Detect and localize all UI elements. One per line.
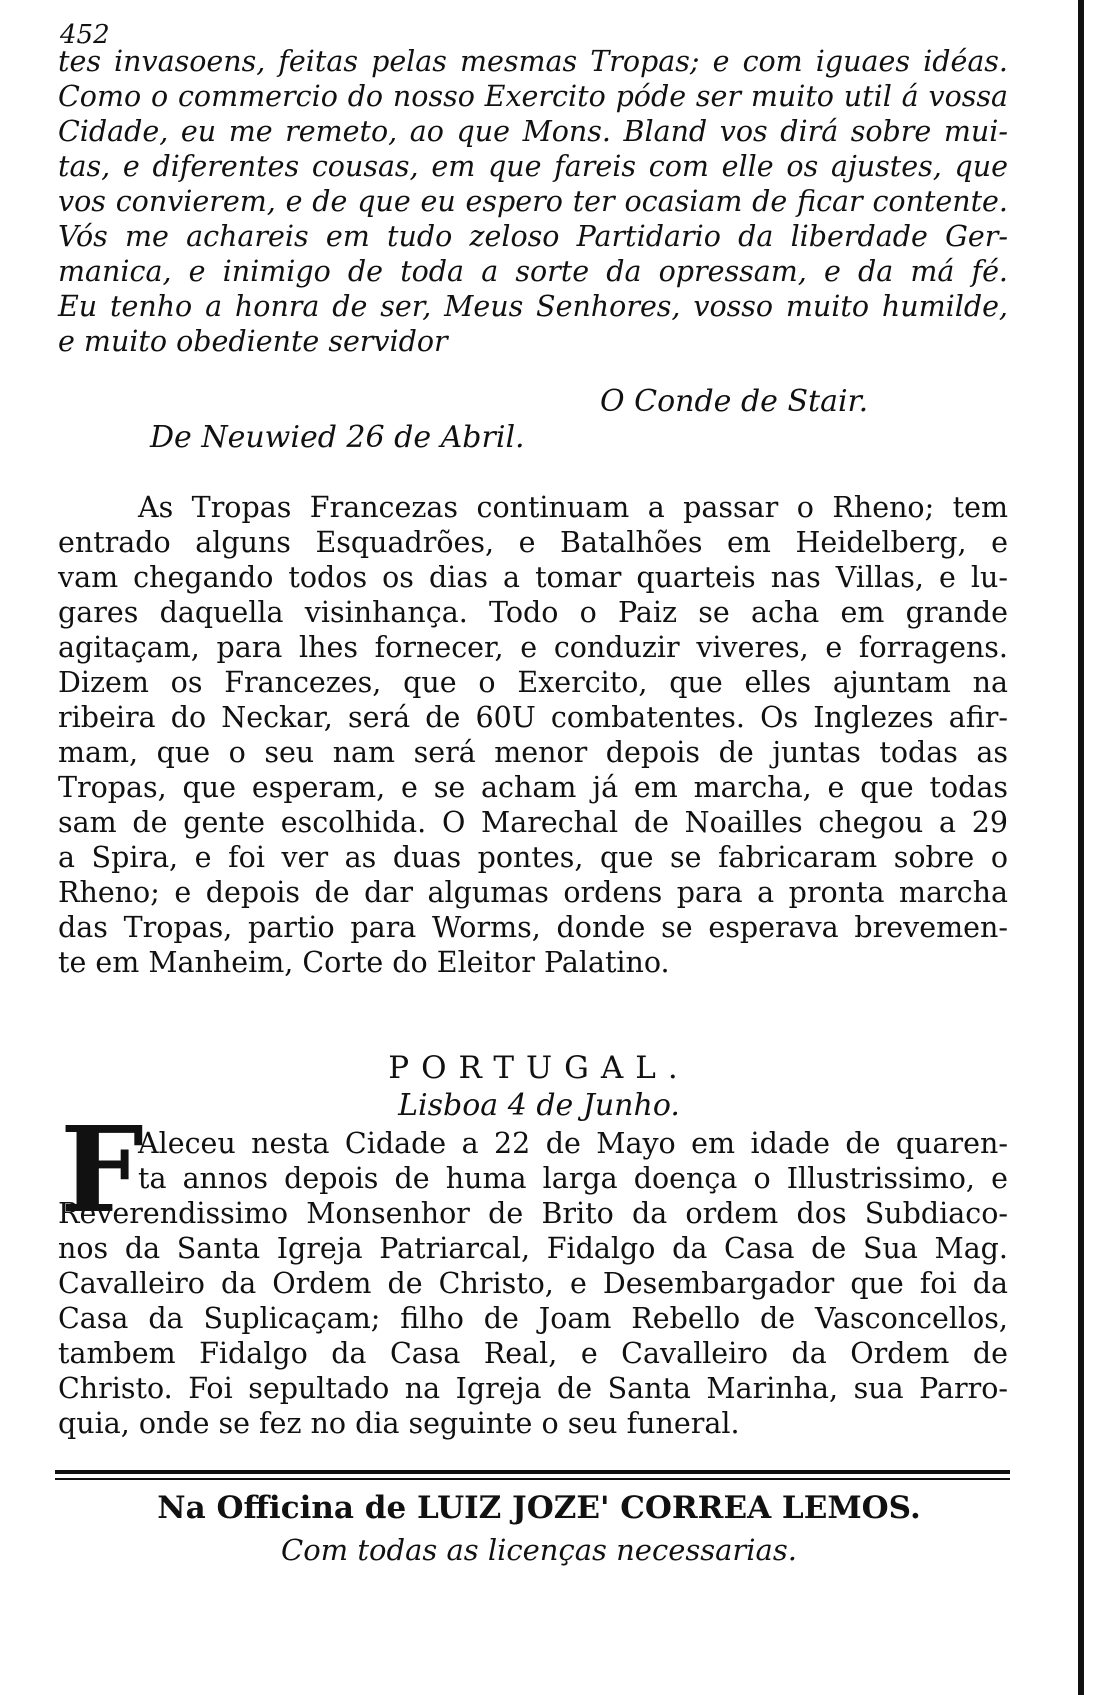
obituary-line: quia, onde se fez no dia seguinte o seu funeral. xyxy=(58,1407,740,1440)
news-line: das Tropas, partio para Worms, donde se esperava brevemen- xyxy=(58,911,1008,944)
drop-cap: F xyxy=(60,1100,144,1239)
obituary-line: Aleceu nesta Cidade a 22 de Mayo em idade de quaren- xyxy=(138,1127,1008,1160)
obituary-line: Casa da Suplicaçam; filho de Joam Rebello de Vasconcellos, xyxy=(58,1302,1008,1335)
letter-line: tas, e diferentes cousas, em que fareis com elle os ajustes, que xyxy=(58,150,1008,183)
news-line: entrado alguns Esquadrões, e Batalhões em Heidelberg, e xyxy=(58,526,1008,559)
page-number: 452 xyxy=(60,20,110,50)
news-line: As Tropas Francezas continuam a passar o Rheno; tem xyxy=(138,491,1008,524)
license-line: Com todas as licenças necessarias. xyxy=(281,1533,797,1567)
news-line: gares daquella visinhança. Todo o Paiz se acha em grande xyxy=(58,596,1008,629)
news-line: ribeira do Neckar, será de 60U combatentes. Os Inglezes afir- xyxy=(58,701,1008,734)
letter-text xyxy=(58,44,1008,359)
news-paragraph xyxy=(58,490,1008,980)
letter-line: Vós me achareis em tudo zeloso Partidario da liberdade Ger- xyxy=(58,220,1008,253)
obituary-line: ta annos depois de huma larga doença o Illustrissimo, e xyxy=(138,1162,1008,1195)
news-line: agitaçam, para lhes fornecer, e conduzir viveres, e forragens. xyxy=(58,631,1008,664)
news-line: Rheno; e depois de dar algumas ordens para a pronta marcha xyxy=(58,876,1008,909)
obituary-line: Reverendissimo Monsenhor de Brito da ordem dos Subdiaco- xyxy=(58,1197,1008,1230)
section-heading-portugal: PORTUGAL. xyxy=(388,1050,690,1086)
printer-imprint: Na Officina de LUIZ JOZE' CORREA LEMOS. xyxy=(157,1490,921,1526)
footer-divider xyxy=(55,1470,1010,1474)
page-edge-rule xyxy=(1078,0,1084,1695)
news-line: Tropas, que esperam, e se acham já em marcha, e que todas xyxy=(58,771,1008,804)
obituary-paragraph xyxy=(58,1126,1008,1441)
letter-dateline: De Neuwied 26 de Abril. xyxy=(150,420,525,455)
letter-line: Eu tenho a honra de ser, Meus Senhores, vosso muito humilde, xyxy=(58,290,1008,323)
letter-signature: O Conde de Stair. xyxy=(600,384,869,419)
obituary-line: Christo. Foi sepultado na Igreja de Santa Marinha, sua Parro- xyxy=(58,1372,1008,1405)
news-line: sam de gente escolhida. O Marechal de Noailles chegou a 29 xyxy=(58,806,1008,839)
obituary-line: tambem Fidalgo da Casa Real, e Cavalleiro da Ordem de xyxy=(58,1337,1008,1370)
news-line: mam, que o seu nam será menor depois de juntas todas as xyxy=(58,736,1008,769)
letter-line: e muito obediente servidor xyxy=(58,325,448,358)
letter-line: Como o commercio do nosso Exercito póde ser muito util á vossa xyxy=(58,80,1008,113)
obituary-line: Cavalleiro da Ordem de Christo, e Desembargador que foi da xyxy=(58,1267,1008,1300)
letter-line: Cidade, eu me remeto, ao que Mons. Bland vos dirá sobre mui- xyxy=(58,115,1008,148)
obituary-line: nos da Santa Igreja Patriarcal, Fidalgo da Casa de Sua Mag. xyxy=(58,1232,1008,1265)
news-line: a Spira, e foi ver as duas pontes, que se fabricaram sobre o xyxy=(58,841,1008,874)
news-line: vam chegando todos os dias a tomar quarteis nas Villas, e lu- xyxy=(58,561,1008,594)
news-line: te em Manheim, Corte do Eleitor Palatino. xyxy=(58,946,670,979)
letter-line: vos convierem, e de que eu espero ter ocasiam de ficar contente. xyxy=(58,185,1008,218)
news-line: Dizem os Francezes, que o Exercito, que elles ajuntam na xyxy=(58,666,1008,699)
letter-line: tes invasoens, feitas pelas mesmas Tropas; e com iguaes idéas. xyxy=(58,45,1008,78)
section-dateline: Lisboa 4 de Junho. xyxy=(398,1088,680,1123)
letter-line: manica, e inimigo de toda a sorte da opressam, e da má fé. xyxy=(58,255,1008,288)
footer-divider xyxy=(55,1478,1010,1480)
